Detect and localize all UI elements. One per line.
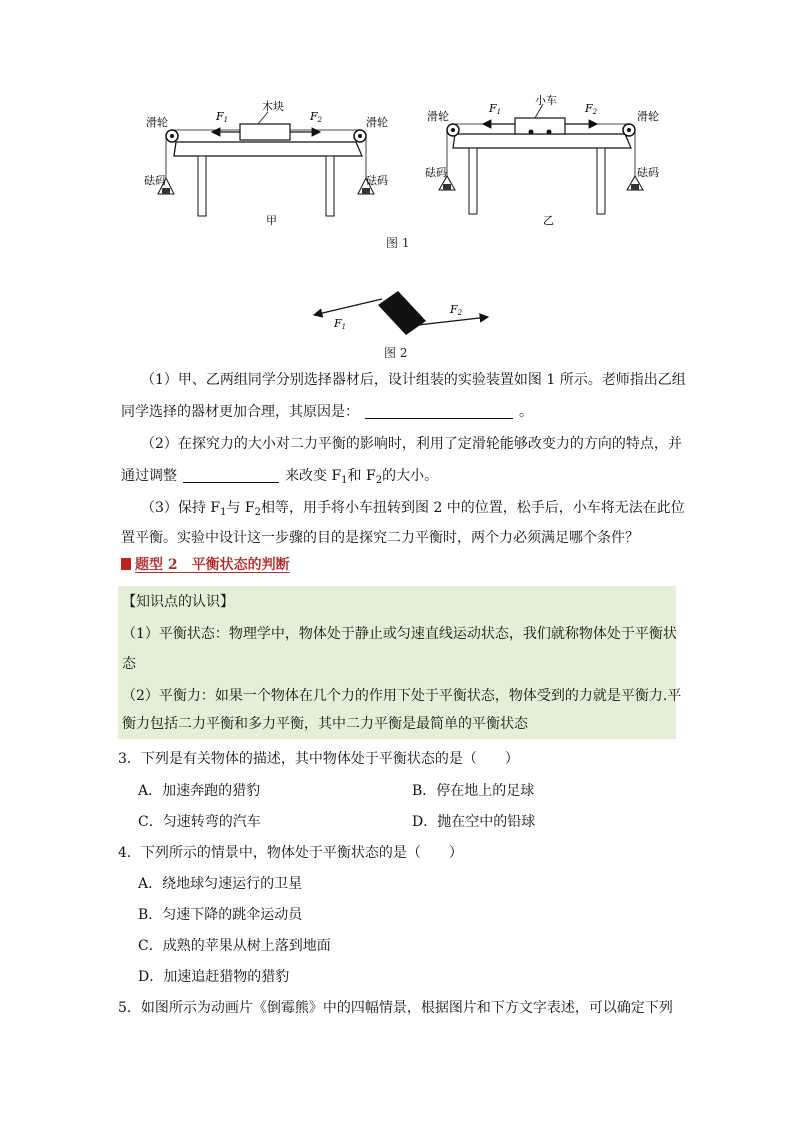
table-leg bbox=[326, 156, 334, 216]
left-weight-label: 砝码 bbox=[425, 166, 447, 179]
answer-blank-1[interactable] bbox=[365, 402, 513, 419]
q-part1-line1: （1）甲、乙两组同学分别选择器材后，设计组装的实验装置如图 1 所示。老师指出乙组 bbox=[141, 372, 686, 388]
figure1-caption: 图 1 bbox=[386, 236, 410, 250]
q4-option-b[interactable]: B．匀速下降的跳伞运动员 bbox=[138, 907, 303, 923]
f1-label: F1 bbox=[489, 102, 502, 116]
table-leg bbox=[597, 148, 605, 214]
force-f1-arrow bbox=[314, 299, 382, 315]
section-heading: 题型 2 平衡状态的判断 bbox=[121, 554, 290, 574]
figure2-caption: 图 2 bbox=[384, 346, 408, 360]
q3-option-d[interactable]: D．抛在空中的铅球 bbox=[412, 814, 536, 830]
section-marker-icon bbox=[121, 558, 131, 570]
q4-stem: 4．下列所示的情景中，物体处于平衡状态的是（ ） bbox=[118, 845, 463, 861]
knowledge-item2-cont: 衡力包括二力平衡和多力平衡，其中二力平衡是最简单的平衡状态 bbox=[122, 716, 528, 732]
wood-block bbox=[240, 124, 290, 140]
left-pulley-label: 滑轮 bbox=[427, 110, 449, 123]
twisted-cart bbox=[378, 291, 426, 335]
table-leg bbox=[469, 148, 477, 214]
q-part1-line2: 同学选择的器材更加合理，其原因是： 。 bbox=[121, 404, 533, 420]
f1-label: F1 bbox=[334, 317, 347, 331]
cart-label: 小车 bbox=[535, 94, 557, 107]
q-part2-line2: 通过调整 来改变 $F_1$和 $F_2$的大小。 bbox=[121, 468, 439, 486]
q3-option-b[interactable]: B．停在地上的足球 bbox=[412, 783, 535, 799]
f2-label: F2 bbox=[310, 110, 323, 124]
right-pulley-label: 滑轮 bbox=[637, 110, 659, 123]
q5-stem: 5．如图所示为动画片《倒霉熊》中的四幅情景，根据图片和下方文字表述，可以确定下列 bbox=[118, 1000, 673, 1016]
table-top bbox=[174, 142, 362, 156]
right-weight-label: 砝码 bbox=[637, 166, 659, 179]
knowledge-box bbox=[118, 586, 682, 739]
figure2 bbox=[300, 283, 500, 345]
left-weight-label: 砝码 bbox=[144, 174, 166, 187]
cart-wheel bbox=[529, 130, 534, 135]
q3-stem: 3．下列是有关物体的描述，其中物体处于平衡状态的是（ ） bbox=[118, 751, 519, 767]
q-part3-line1: （3）保持 $F_1$与 $F_2$相等，用手将小车扭转到图 2 中的位置，松手后，小车将无法在此位 bbox=[141, 500, 685, 518]
knowledge-item1: （1）平衡状态：物理学中，物体处于静止或匀速直线运动状态，我们就称物体处于平衡状 bbox=[122, 626, 677, 642]
answer-blank-2[interactable] bbox=[183, 466, 279, 483]
f1-label: F1 bbox=[216, 110, 229, 124]
q4-option-a[interactable]: A．绕地球匀速运行的卫星 bbox=[138, 876, 303, 892]
right-pulley-label: 滑轮 bbox=[366, 116, 388, 129]
q3-option-a[interactable]: A．加速奔跑的猎豹 bbox=[138, 783, 261, 799]
figure1-jia bbox=[140, 100, 400, 230]
q-part3-line2: 置平衡。实验中设计这一步骤的目的是探究二力平衡时，两个力必须满足哪个条件？ bbox=[121, 530, 639, 546]
q4-option-c[interactable]: C．成熟的苹果从树上落到地面 bbox=[138, 938, 331, 954]
yi-caption: 乙 bbox=[543, 214, 554, 227]
table-top bbox=[453, 134, 631, 148]
right-weight-label: 砝码 bbox=[366, 174, 388, 187]
figure1-yi bbox=[425, 90, 675, 230]
table-leg bbox=[198, 156, 206, 216]
f2-label: F2 bbox=[450, 303, 463, 317]
block-label: 木块 bbox=[262, 100, 284, 113]
q-part2-line1: （2）在探究力的大小对二力平衡的影响时，利用了定滑轮能够改变力的方向的特点，并 bbox=[141, 436, 682, 452]
left-pulley-label: 滑轮 bbox=[146, 116, 168, 129]
force-f2-arrow bbox=[418, 317, 488, 325]
cart bbox=[515, 118, 565, 134]
jia-caption: 甲 bbox=[266, 214, 277, 227]
knowledge-header: 【知识点的认识】 bbox=[122, 594, 234, 610]
cart-wheel bbox=[547, 130, 552, 135]
f2-label: F2 bbox=[585, 102, 598, 116]
q4-option-d[interactable]: D．加速追赶猎物的猎豹 bbox=[138, 969, 290, 985]
q3-option-c[interactable]: C．匀速转弯的汽车 bbox=[138, 814, 261, 830]
knowledge-item1-cont: 态 bbox=[122, 656, 136, 672]
knowledge-item2: （2）平衡力：如果一个物体在几个力的作用下处于平衡状态，物体受到的力就是平衡力.平 bbox=[122, 688, 682, 704]
